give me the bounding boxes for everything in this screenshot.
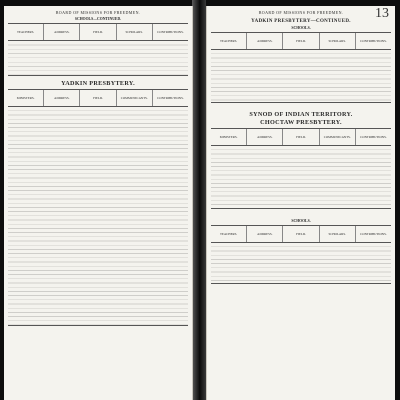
col-field: FIELD. [283, 129, 319, 145]
col-communicants: COMMUNICANTS. [117, 90, 153, 106]
right-section1-title: YADKIN PRESBYTERY—CONTINUED. [251, 19, 351, 24]
col-scholars: SCHOLARS. [320, 33, 356, 49]
left-mid-table-rows [8, 107, 188, 325]
col-contributions: CONTRIBUTIONS. [360, 39, 387, 43]
col-teachers: TEACHERS. [211, 33, 247, 49]
right-section2-table-header [211, 129, 391, 146]
col-address: ADDRESS. [247, 129, 283, 145]
right-page [206, 6, 395, 400]
col-address: ADDRESS. [44, 24, 80, 40]
left-top-table-rows [8, 41, 188, 75]
left-mid-table [8, 89, 188, 326]
left-page [4, 6, 193, 400]
col-teachers: TEACHERS. [8, 24, 44, 40]
right-section2-table [211, 128, 391, 209]
left-top-table-header [8, 24, 188, 41]
left-top-table [8, 23, 188, 76]
right-section3-table [211, 225, 391, 284]
col-field: FIELD. [80, 24, 116, 40]
right-section3-title: SCHOOLS. [291, 219, 311, 223]
col-ministers: MINISTERS. [8, 90, 44, 106]
col-ministers: MINISTERS. [211, 129, 247, 145]
left-running-header: BOARD OF MISSIONS FOR FREEDMEN. [55, 10, 141, 15]
col-scholars: SCHOLARS. [320, 226, 356, 242]
col-contributions: CONTRIBUTIONS. [157, 96, 184, 100]
col-contributions: CONTRIBUTIONS. [157, 30, 184, 34]
right-section1-rows [211, 50, 391, 102]
col-contributions: CONTRIBUTIONS. [360, 232, 387, 236]
col-field: FIELD. [283, 226, 319, 242]
right-section2-title-line2: CHOCTAW PRESBYTERY. [260, 119, 342, 126]
col-contributions: CONTRIBUTIONS. [360, 135, 387, 139]
col-field: FIELD. [80, 90, 116, 106]
right-section3-rows [211, 243, 391, 283]
right-section1-table [211, 32, 391, 103]
right-section2-rows [211, 146, 391, 208]
col-address: ADDRESS. [44, 90, 80, 106]
left-mid-table-header [8, 90, 188, 107]
col-address: ADDRESS. [247, 33, 283, 49]
col-address: ADDRESS. [247, 226, 283, 242]
right-section1-subtitle: SCHOOLS. [291, 26, 311, 30]
col-communicants: COMMUNICANTS. [320, 129, 356, 145]
left-top-section-title: SCHOOLS—CONTINUED. [74, 17, 122, 21]
col-field: FIELD. [283, 33, 319, 49]
right-section3-table-header [211, 226, 391, 243]
right-section1-table-header [211, 33, 391, 50]
right-section2-title-line1: SYNOD OF INDIAN TERRITORY. [249, 111, 353, 118]
col-teachers: TEACHERS. [211, 226, 247, 242]
col-scholars: SCHOLARS. [117, 24, 153, 40]
page-number: 13 [375, 6, 389, 21]
left-mid-section-title: YADKIN PRESBYTERY. [61, 80, 135, 87]
right-running-header: BOARD OF MISSIONS FOR FREEDMEN. [258, 10, 344, 15]
book-gutter [192, 0, 206, 400]
